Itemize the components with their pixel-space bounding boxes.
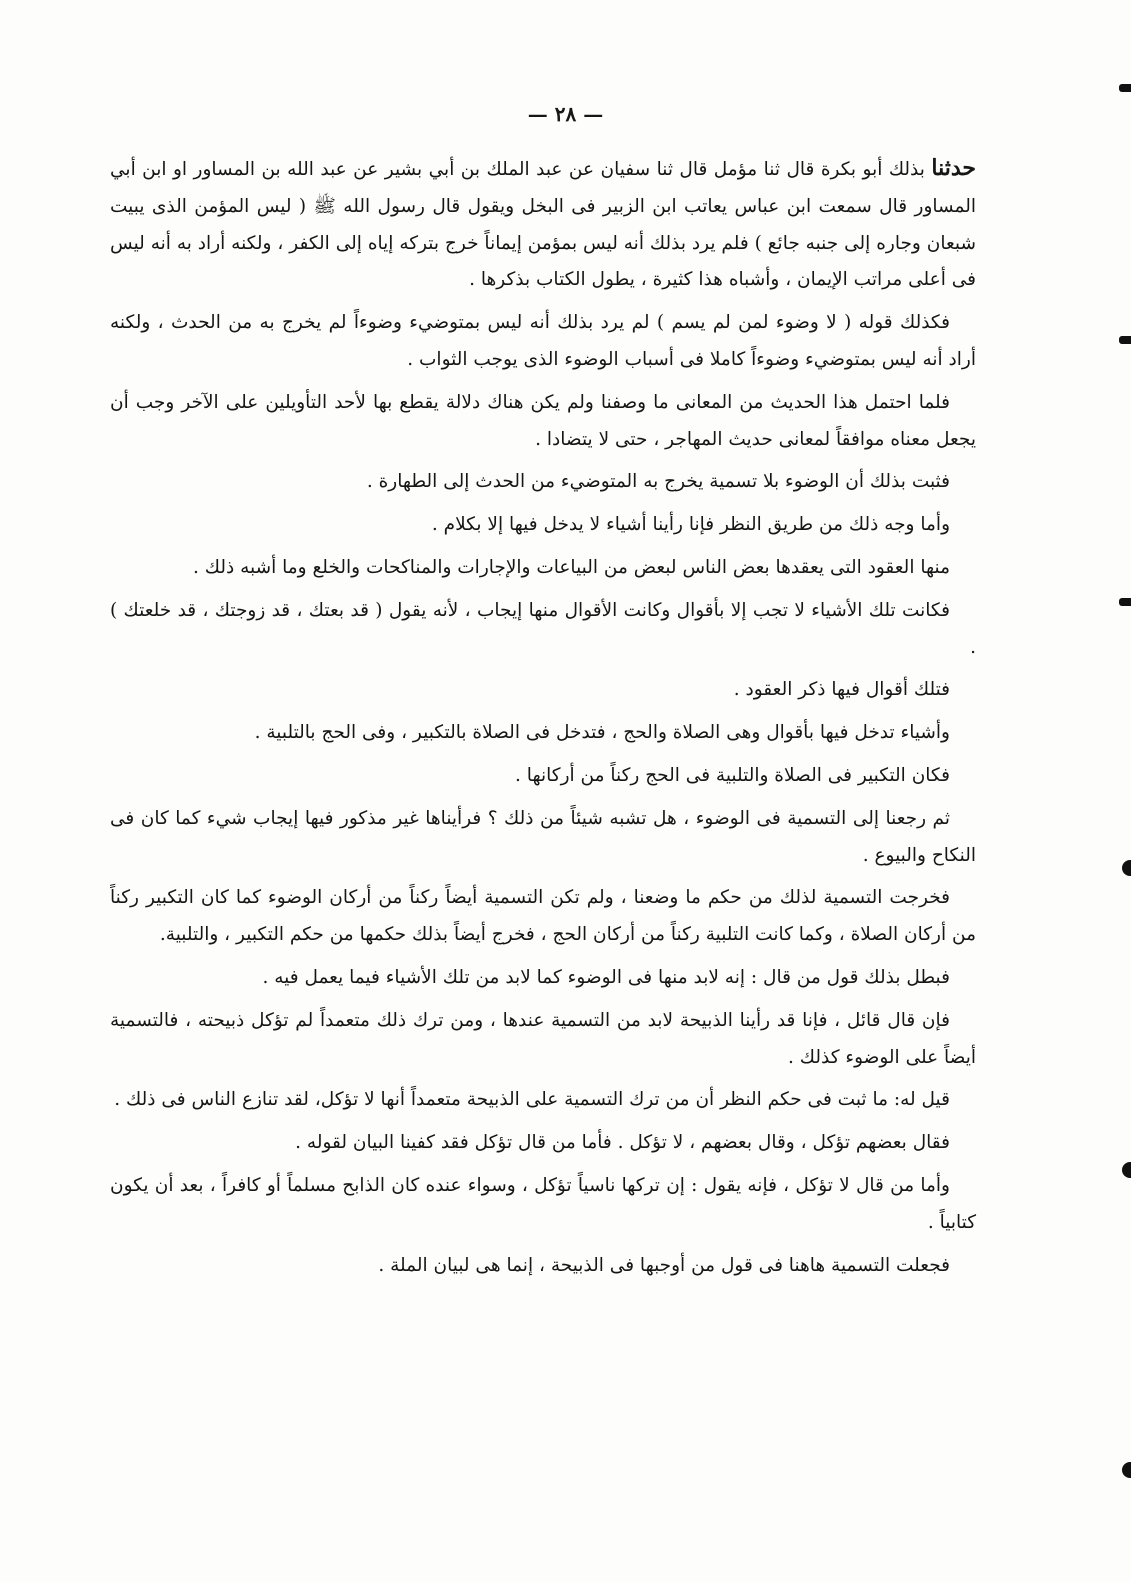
paragraph-17: وأما من قال لا تؤكل ، فإنه يقول : إن تركها ناسياً تؤكل ، وسواء عنده كان الذابح مسلماً أو كافراً ، بعد أن يكون كتابياً . — [110, 1174, 976, 1233]
paragraph-1 — [110, 150, 976, 299]
paragraph-10: فكان التكبير فى الصلاة والتلبية فى الحج ركناً من أركانها . — [515, 764, 950, 786]
paragraph-lead-word: حدثنا — [931, 155, 976, 181]
paragraph-12: فخرجت التسمية لذلك من حكم ما وضعنا ، ولم تكن التسمية أيضاً ركناً من أركان الوضوء كما كان التكبير ركناً من أركان الصلاة ، وكما كانت التلبية ركناً من أركان الحج ، فخرج أيضاً بذلك حكمها من حكم التكبير ، والتلبية. — [110, 887, 976, 946]
scan-edge-mark — [1122, 1162, 1131, 1178]
paragraph-9: وأشياء تدخل فيها بأقوال وهى الصلاة والحج ، فتدخل فى الصلاة بالتكبير ، وفى الحج بالتلبية . — [254, 722, 950, 744]
paragraph-16: فقال بعضهم تؤكل ، وقال بعضهم ، لا تؤكل . فأما من قال تؤكل فقد كفينا البيان لقوله . — [295, 1132, 950, 1154]
scan-edge-mark — [1122, 860, 1131, 876]
paragraph-2: فكذلك قوله ( لا وضوء لمن لم يسم ) لم يرد بذلك أنه ليس بمتوضيء وضوءاً لم يخرج به من الحدث ، ولكنه أراد أنه ليس بمتوضيء وضوءاً كاملا فى أسباب الوضوء الذى يوجب الثواب . — [110, 312, 976, 370]
paragraph-6: منها العقود التى يعقدها بعض الناس لبعض من البياعات والإجارات والمناكحات والخلع وما أشبه ذلك . — [192, 556, 950, 578]
paragraph-4: فثبت بذلك أن الوضوء بلا تسمية يخرج به المتوضيء من الحدث إلى الطهارة . — [366, 471, 950, 493]
paragraph-8: فتلك أقوال فيها ذكر العقود . — [733, 679, 950, 701]
paragraph-text: بذلك أبو بكرة قال ثنا مؤمل قال ثنا سفيان عن عبد الملك بن أبي بشير عن عبد الله بن المساور او ابن أبي المساور قال سمعت ابن عباس يعاتب ابن الزبير فى البخل ويقول قال رسول الله ﷺ ( ليس المؤمن الذى يبيت شبعان وجاره إلى جنبه جائع ) فلم يرد بذلك أنه ليس بمؤمن إيماناً خرج بتركه إياه إلى الكفر ، ولكنه أراد به أنه ليس فى أعلى مراتب الإيمان ، وأشباه هذا كثيرة ، يطول الكتاب بذكرها . — [110, 159, 976, 291]
scan-edge-mark — [1119, 598, 1131, 606]
paragraph-14: فإن قال قائل ، فإنا قد رأينا الذبيحة لابد من التسمية عندها ، ومن ترك ذلك متعمداً لم تؤكل ذبيحته ، فالتسمية أيضاً على الوضوء كذلك . — [110, 1009, 976, 1068]
paragraph-15: قيل له: ما ثبت فى حكم النظر أن من ترك التسمية على الذبيحة متعمداً أنها لا تؤكل، لقد تنازع الناس فى ذلك . — [114, 1089, 950, 1111]
paragraph-11: ثم رجعنا إلى التسمية فى الوضوء ، هل تشبه شيئاً من ذلك ؟ فرأيناها غير مذكور فيها إيجاب شيء كما كان فى النكاح والبيوع . — [110, 807, 976, 866]
scan-edge-mark — [1119, 336, 1131, 344]
scan-edge-mark — [1119, 84, 1131, 92]
paragraph-18: فجعلت التسمية هاهنا فى قول من أوجبها فى الذبيحة ، إنما هى لبيان الملة . — [378, 1254, 950, 1276]
paragraph-3: فلما احتمل هذا الحديث من المعانى ما وصفنا ولم يكن هناك دلالة يقطع بها لأحد التأويلين على الآخر وجب أن يجعل معناه موافقاً لمعانى حديث المهاجر ، حتى لا يتضادا . — [110, 391, 976, 450]
paragraph-5: وأما وجه ذلك من طريق النظر فإنا رأينا أشياء لا يدخل فيها إلا بكلام . — [431, 514, 950, 536]
page-number: — ٢٨ — — [527, 102, 604, 126]
paragraph-7: فكانت تلك الأشياء لا تجب إلا بأقوال وكانت الأقوال منها إيجاب ، لأنه يقول ( قد بعتك ، قد زوجتك ، قد خلعتك ) . — [110, 599, 976, 658]
body-text — [110, 150, 976, 1290]
scan-edge-mark — [1122, 1462, 1131, 1478]
paragraph-13: فبطل بذلك قول من قال : إنه لابد منها فى الوضوء كما لابد من تلك الأشياء فيما يعمل فيه . — [262, 966, 950, 988]
